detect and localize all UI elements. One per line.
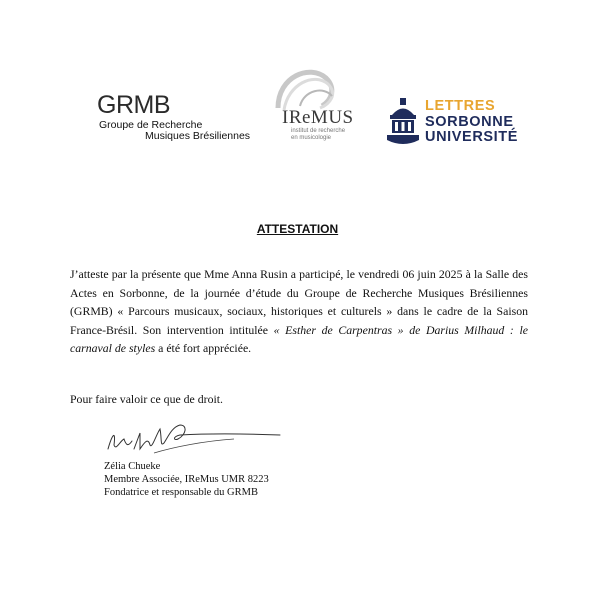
talk-title: « Esther de Carpentras » de Darius Milhaud : le carnaval de styles — [70, 322, 528, 356]
body-text-part1: J’atteste par la présente que Mme Anna Rusin a participé, le vendredi 06 juin 2025 à la Salle des Actes en Sorbonne, de la journée d’étude du Groupe de Recherche Musiques Brésiliennes (GRMB) « Parcours musicaux, sociaux, historiques et culturels » dans le cadre de la Saison France-Brésil. Son intervention intitulée — [70, 267, 528, 337]
iremus-tagline-line2: en musicologie — [291, 135, 332, 141]
signatory-role2: Fondatrice et responsable du GRMB — [104, 486, 258, 498]
sorbonne-wordmark — [425, 99, 518, 146]
iremus-wordmark: IReMUS — [282, 107, 354, 128]
grmb-subtitle-line1: Groupe de Recherche — [99, 119, 203, 131]
grmb-subtitle-line2: Musiques Brésiliennes — [145, 130, 251, 142]
iremus-logo — [270, 66, 370, 156]
sorbonne-line1: LETTRES — [425, 98, 496, 114]
iremus-tagline — [291, 128, 345, 142]
attestation-body — [70, 265, 528, 358]
signatory-block — [104, 461, 269, 499]
signatory-role1: Membre Associée, IReMus UMR 8223 — [104, 473, 269, 485]
signatory-name: Zélia Chueke — [104, 461, 161, 472]
document-title: ATTESTATION — [256, 222, 339, 236]
handwritten-signature — [104, 415, 284, 455]
iremus-tagline-line1: institut de recherche — [291, 128, 346, 134]
sorbonne-line3: UNIVERSITÉ — [425, 129, 519, 145]
sorbonne-line2: SORBONNE — [425, 113, 514, 130]
sorbonne-dome-icon — [385, 98, 421, 148]
sorbonne-logo — [385, 98, 519, 150]
grmb-logo — [97, 93, 257, 149]
body-text-part2: a été fort appréciée. — [155, 341, 252, 356]
closing-statement: Pour faire valoir ce que de droit. — [70, 392, 223, 406]
grmb-acronym: GRMB — [97, 91, 170, 119]
